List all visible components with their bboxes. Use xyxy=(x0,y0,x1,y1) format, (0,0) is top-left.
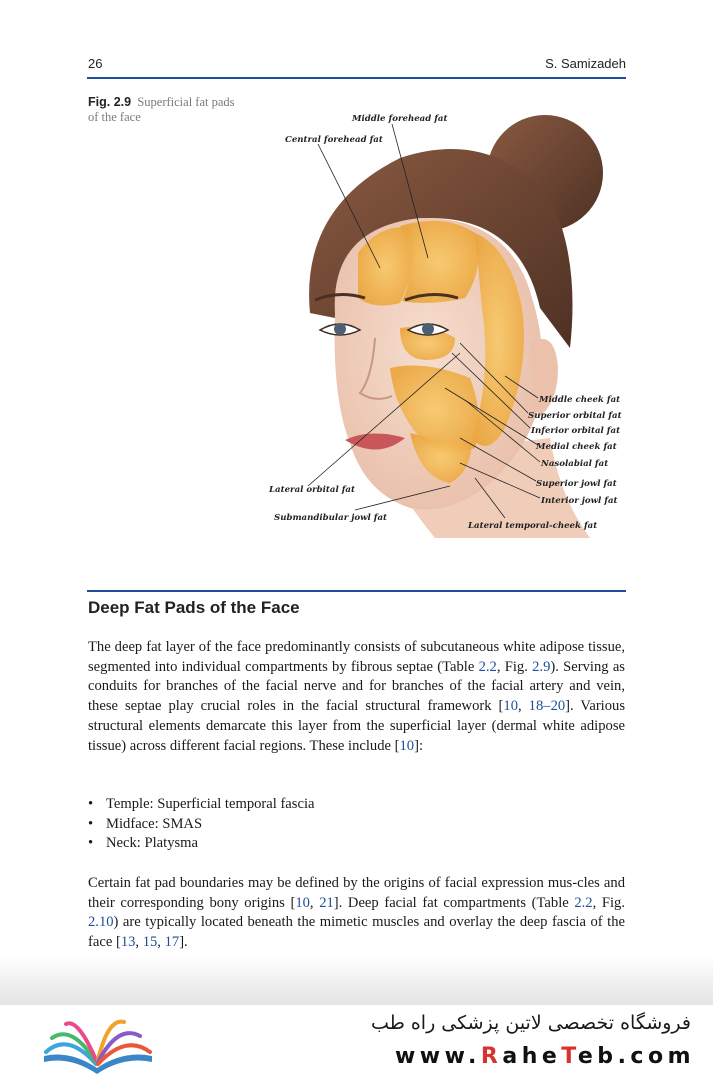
page-bottom-fade xyxy=(0,955,713,1005)
figure-2-9-link[interactable]: 2.9 xyxy=(532,658,551,675)
header-rule xyxy=(87,77,626,79)
list-item: • Temple: Superficial temporal fascia xyxy=(88,795,488,815)
list-item: • Neck: Platysma xyxy=(88,834,488,854)
left-iris xyxy=(334,323,346,335)
reference-10-link[interactable]: 10 xyxy=(503,698,518,715)
page-number: 26 xyxy=(88,56,103,71)
section-rule xyxy=(87,590,626,592)
label-central-forehead-fat: Central forehead fat xyxy=(285,135,383,145)
table-2-2-link[interactable]: 2.2 xyxy=(574,894,593,911)
figure-caption xyxy=(88,95,238,125)
figure-2-10-link[interactable]: 2.10 xyxy=(88,914,114,931)
paragraph-fat-pad-boundaries: Certain fat pad boundaries may be defined by the origins of facial expression mus-cles and their corresponding bony origins [10, 21]. Deep facial fat compartments (Table 2.2, Fig. 2.10) are typically located beneath the mimetic muscles and overlay the deep fascia of the face [13, 15, 17]. xyxy=(88,875,625,951)
label-inferior-jowl-fat: Interior jowl fat xyxy=(541,496,618,506)
book-logo-icon xyxy=(38,1012,158,1074)
region-list xyxy=(88,795,488,854)
reference-10-link[interactable]: 10 xyxy=(295,894,310,911)
label-lateral-orbital-fat: Lateral orbital fat xyxy=(269,485,355,495)
right-iris xyxy=(422,323,434,335)
figure-number: Fig. 2.9 xyxy=(88,95,132,109)
face-fat-pads-illustration xyxy=(260,98,640,543)
reference-15-link[interactable]: 15 xyxy=(142,934,158,951)
label-nasolabial-fat: Nasolabial fat xyxy=(541,459,609,469)
section-heading: Deep Fat Pads of the Face xyxy=(88,598,300,617)
list-item: • Midface: SMAS xyxy=(88,815,488,835)
reference-21-link[interactable]: 21 xyxy=(319,894,334,911)
label-lateral-temporal-cheek-fat: Lateral temporal-cheek fat xyxy=(468,521,598,531)
label-medial-cheek-fat: Medial cheek fat xyxy=(536,442,617,452)
label-submandibular-jowl-fat: Submandibular jowl fat xyxy=(274,513,387,523)
table-2-2-link[interactable]: 2.2 xyxy=(478,658,497,675)
running-author: S. Samizadeh xyxy=(545,56,626,71)
reference-13-link[interactable]: 13 xyxy=(120,934,136,951)
figure-caption-text: Superficial fat pads of the face xyxy=(88,95,235,124)
shop-title: فروشگاه تخصصی لاتین پزشکی راه طب xyxy=(371,1012,691,1034)
label-middle-forehead-fat: Middle forehead fat xyxy=(352,114,448,124)
paragraph-deep-fat-layer: The deep fat layer of the face predominantly consists of subcutaneous white adipose tissue, segmented into individual compartments by fibrous septae (Table 2.2, Fig. 2.9). Serving as conduits for branches of the facial nerve and for branches of the facial artery and vein, these septae play crucial roles in the facial structural framework [10, 18–20]. Various structural elements demarcate this layer from the superficial layer (dermal white adipose tissue) across different facial regions. These include [10]: xyxy=(88,639,626,754)
middle-forehead-fat-pad xyxy=(400,221,478,303)
reference-18-20-link[interactable]: 18–20 xyxy=(528,698,566,715)
reference-10-link[interactable]: 10 xyxy=(399,737,415,754)
label-superior-orbital-fat: Superior orbital fat xyxy=(528,411,622,421)
reference-17-link[interactable]: 17 xyxy=(164,934,180,951)
label-middle-cheek-fat: Middle cheek fat xyxy=(539,395,621,405)
label-superior-jowl-fat: Superior jowl fat xyxy=(536,479,617,489)
website-url[interactable]: www.RaheTeb.com xyxy=(394,1044,695,1069)
label-inferior-orbital-fat: Inferior orbital fat xyxy=(531,426,621,436)
